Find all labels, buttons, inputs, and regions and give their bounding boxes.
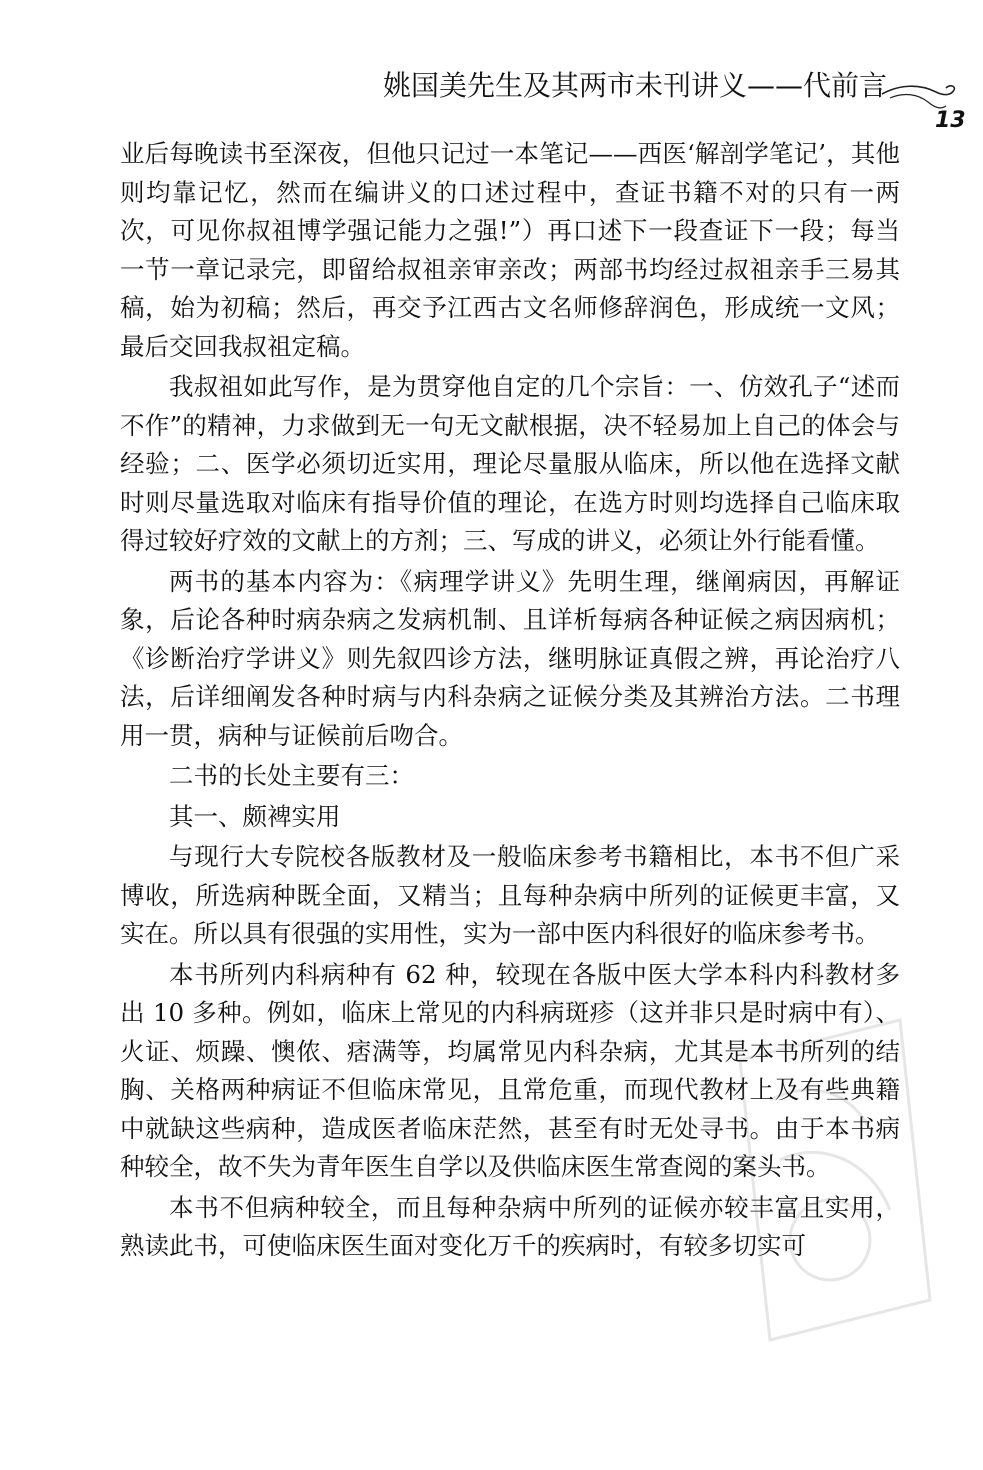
paragraph-6: 本书所列内科病种有 62 种，较现在各版中医大学本科内科教材多出 10 多种。例如，临床上常见的内科病斑疹（这并非只是时病中有）、火证、烦躁、懊侬、痞满等，均属常见内科杂病，尤其是本书所列的结胸、关格两种病证不但临床常见，且常危重，而现代教材上及有些典籍中就缺这些病种，造成医者临床茫然，甚至有时无处寻书。由于本书病种较全，故不失为青年医生自学以及供临床医生常查阅的案头书。 bbox=[120, 959, 900, 1181]
body-text bbox=[120, 135, 900, 1266]
page-number: 13 bbox=[935, 108, 966, 133]
page-header bbox=[0, 0, 983, 140]
paragraph-7: 本书不但病种较全，而且每种杂病中所列的证候亦较丰富且实用，熟读此书，可使临床医生面对变化万千的疾病时，有较多切实可 bbox=[120, 1192, 900, 1260]
paragraph-1: 业后每晚读书至深夜，但他只记过一本笔记——西医‘解剖学笔记’，其他则均靠记忆，然而在编讲义的口述过程中，查证书籍不对的只有一两次，可见你叔祖博学强记能力之强!”）再口述下一段查证下一段；每当一节一章记录完，即留给叔祖亲审亲改；两部书均经过叔祖亲手三易其稿，始为初稿；然后，再交予江西古文名师修辞润色，形成统一文风；最后交回我叔祖定稿。 bbox=[120, 139, 900, 361]
paragraph-4: 二书的长处主要有三： bbox=[169, 761, 414, 790]
paragraph-2: 我叔祖如此写作，是为贯穿他自定的几个宗旨：一、仿效孔子“述而不作”的精神，力求做到无一句无文献根据，决不轻易加上自己的体会与经验；二、医学必须切近实用，理论尽量服从临床，所以他在选择文献时则尽量选取对临床有指导价值的理论，在选方时则均选择自己临床取得过较好疗效的文献上的方剂；三、写成的讲义，必须让外行能看懂。 bbox=[120, 372, 900, 555]
section-heading: 其一、颇裨实用 bbox=[169, 801, 341, 831]
running-header-title: 姚国美先生及其两市未刊讲义——代前言 bbox=[382, 69, 887, 102]
paragraph-5: 与现行大专院校各版教材及一般临床参考书籍相比，本书不但广采博收，所选病种既全面，又精当；且每种杂病中所列的证候更丰富，又实在。所以具有很强的实用性，实为一部中医内科很好的临床参考书。 bbox=[120, 842, 900, 948]
paragraph-3: 两书的基本内容为：《病理学讲义》先明生理，继阐病因，再解证象，后论各种时病杂病之发病机制、且详析每病各种证候之病因病机；《诊断治疗学讲义》则先叙四诊方法，继明脉证真假之辨，再论治疗八法，后详细阐发各种时病与内科杂病之证候分类及其辨治方法。二书理用一贯，病种与证候前后吻合。 bbox=[120, 566, 900, 750]
